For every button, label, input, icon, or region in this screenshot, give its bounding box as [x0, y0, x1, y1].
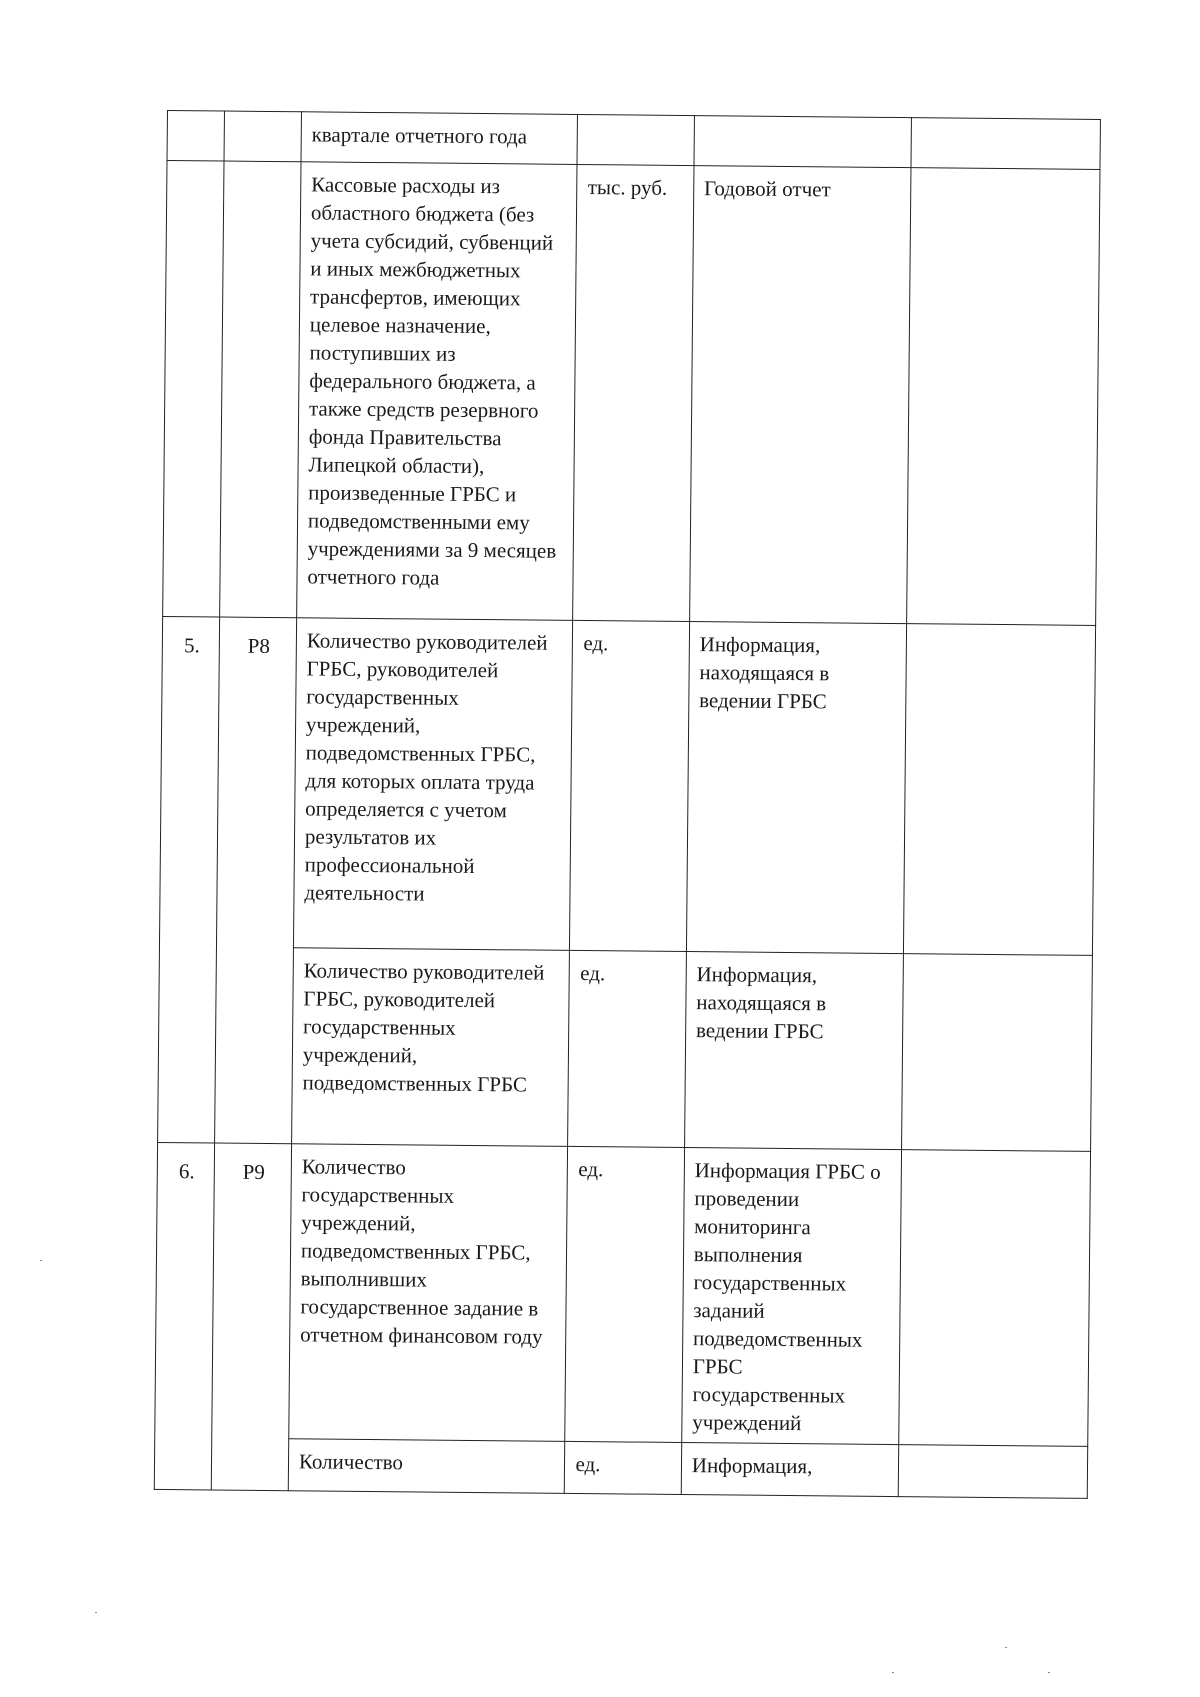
source-cell — [694, 116, 912, 168]
indicator-name-cell: Количество — [288, 1439, 565, 1494]
indicator-code-cell — [220, 161, 301, 618]
unit-cell: ед. — [568, 950, 686, 1147]
unit-cell: ед. — [565, 1441, 682, 1494]
scan-speck — [1005, 1647, 1007, 1648]
source-cell: Информация, — [681, 1443, 899, 1497]
table-row — [163, 161, 1100, 626]
extra-cell — [911, 118, 1100, 170]
indicator-name-cell: Количество руководителей ГРБС, руководителей государственных учреждений, подведомственных ГРБС, для которых оплата труда определяется с учетом результатов их профессиональной деятельности — [293, 618, 573, 951]
indicator-code-cell: Р8 — [215, 617, 297, 1144]
extra-cell — [898, 1445, 1087, 1499]
unit-cell: ед. — [565, 1146, 684, 1442]
scan-speck — [40, 1260, 42, 1261]
indicator-name-cell: Кассовые расходы из областного бюджета (без учета субсидий, субвенций и иных межбюджетных трансфертов, имеющих целевое назначение, поступивших из федерального бюджета, а также средств резервного фонда Правительства Липецкой области), произведенные ГРБС и подведомственными ему учреждениями за 9 месяцев отчетного года — [297, 162, 578, 621]
row-number-cell: 6. — [154, 1142, 214, 1490]
table-row — [167, 111, 1100, 170]
table-row — [159, 616, 1095, 955]
indicator-code-cell: Р9 — [211, 1143, 291, 1491]
indicator-name-cell: Количество руководителей ГРБС, руководителей государственных учреждений, подведомственных ГРБС — [291, 948, 569, 1147]
scan-speck — [1048, 1672, 1050, 1673]
table-row — [155, 1142, 1091, 1446]
unit-cell — [577, 114, 694, 165]
scan-speck — [95, 1612, 97, 1613]
source-cell: Информация, находящаяся в ведении ГРБС — [684, 952, 903, 1150]
row-number-cell — [163, 161, 224, 618]
source-cell: Годовой отчет — [689, 166, 911, 624]
unit-cell: тыс. руб. — [573, 164, 694, 621]
indicator-code-cell — [224, 111, 301, 162]
indicators-table — [154, 110, 1101, 1499]
extra-cell — [907, 168, 1100, 626]
unit-cell: ед. — [570, 620, 690, 951]
source-cell: Информация, находящаяся в ведении ГРБС — [686, 622, 906, 954]
source-cell: Информация ГРБС о проведении мониторинга выполнения государственных заданий подведомственных ГРБС государственных учреждений — [682, 1148, 902, 1445]
table-row — [154, 1437, 1087, 1498]
extra-cell — [902, 954, 1093, 1152]
indicator-name-cell: Количество государственных учреждений, подведомственных ГРБС, выполнивших государственное задание в отчетном финансовом году — [289, 1144, 568, 1442]
extra-cell — [904, 624, 1096, 956]
indicator-name-cell: квартале отчетного года — [301, 112, 578, 165]
row-number-cell: 5. — [158, 616, 220, 1143]
row-number-cell — [167, 111, 225, 162]
scan-speck — [892, 1672, 894, 1673]
extra-cell — [899, 1150, 1091, 1447]
table-row — [158, 946, 1093, 1151]
